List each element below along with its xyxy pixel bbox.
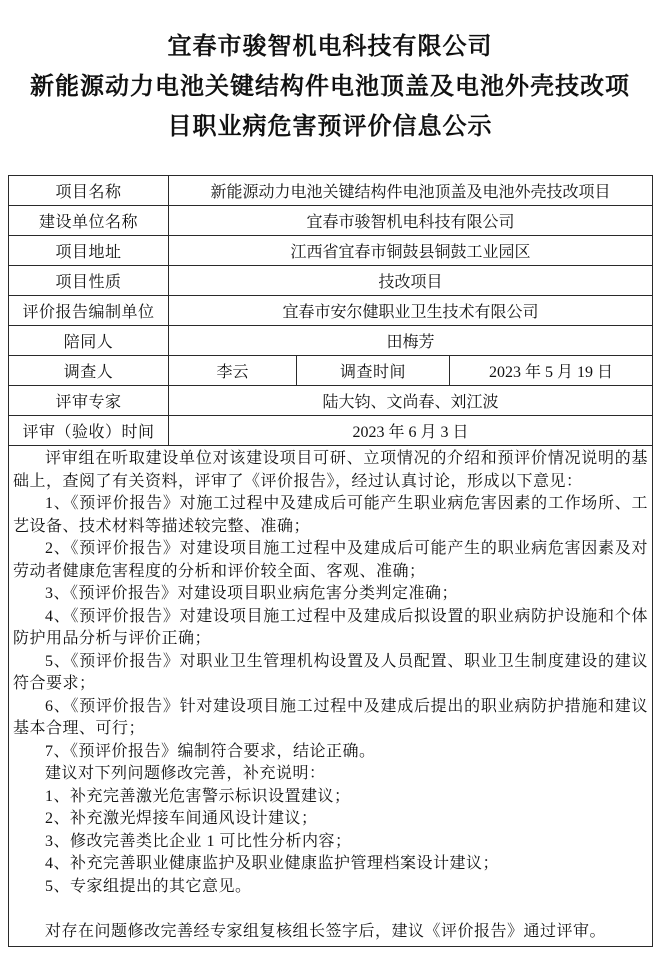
table-row-review-experts <box>9 386 653 416</box>
field-label: 陪同人 <box>9 326 169 356</box>
opinion-paragraph: 2、补充激光焊接车间通风设计建议； <box>45 810 318 827</box>
field-label: 评审（验收）时间 <box>9 416 169 446</box>
field-label: 项目名称 <box>9 176 169 206</box>
table-row-report-org <box>9 296 653 326</box>
field-label: 调查人 <box>9 356 169 386</box>
table-row-investigator <box>9 356 653 386</box>
title-project-line-2: 目职业病危害预评价信息公示 <box>167 114 493 140</box>
opinion-paragraph: 7、《预评价报告》编制符合要求，结论正确。 <box>45 742 376 760</box>
title-company-line: 宜春市骏智机电科技有限公司 <box>167 34 493 60</box>
table-row-review-opinion <box>9 446 653 947</box>
field-label: 项目地址 <box>9 236 169 266</box>
field-value: 技改项目 <box>169 266 653 296</box>
field-value: 新能源动力电池关键结构件电池顶盖及电池外壳技改项目 <box>169 176 653 206</box>
table-row-project-nature <box>9 266 653 296</box>
field-value: 宜春市安尔健职业卫生技术有限公司 <box>169 296 653 326</box>
document-title <box>16 27 644 147</box>
project-info-table <box>8 175 653 947</box>
field-value: 江西省宜春市铜鼓县铜鼓工业园区 <box>169 236 653 266</box>
field-label: 调查时间 <box>297 356 450 386</box>
opinion-paragraph: 3、修改完善类比企业 1 可比性分析内容； <box>45 832 352 850</box>
opinion-paragraph: 1、《预评价报告》对施工过程中及建成后可能产生职业病危害因素的工作场所、工艺设备、技术材料等描述较完整、准确； <box>13 495 649 535</box>
table-row-review-time <box>9 416 653 446</box>
field-label: 项目性质 <box>9 266 169 296</box>
field-value: 宜春市骏智机电科技有限公司 <box>169 206 653 236</box>
table-row-project-address <box>9 236 653 266</box>
opinion-paragraph: 2、《预评价报告》对建设项目施工过程中及建成后可能产生的职业病危害因素及对劳动者健康危害程度的分析和评价较全面、客观、准确； <box>13 540 649 580</box>
opinion-paragraph: 4、《预评价报告》对建设项目施工过程中及建成后拟设置的职业病防护设施和个体防护用品分析与评价正确； <box>13 607 649 647</box>
field-label: 评价报告编制单位 <box>9 296 169 326</box>
field-value: 2023 年 5 月 19 日 <box>450 356 653 386</box>
field-value: 2023 年 6 月 3 日 <box>169 416 653 446</box>
opinion-paragraph: 1、补充完善激光危害警示标识设置建议； <box>45 787 351 805</box>
opinion-closing-paragraph: 对存在问题修改完善经专家组复核组长签字后，建议《评价报告》通过评审。 <box>45 923 607 940</box>
table-row-company-name <box>9 206 653 236</box>
review-opinion-cell <box>9 446 653 947</box>
table-row-accompanying-person <box>9 326 653 356</box>
field-label: 建设单位名称 <box>9 206 169 236</box>
field-value: 田梅芳 <box>169 326 653 356</box>
opinion-paragraph: 5、专家组提出的其它意见。 <box>45 877 252 895</box>
opinion-paragraph: 4、补充完善职业健康监护及职业健康监护管理档案设计建议； <box>45 855 500 872</box>
table-row-project-name <box>9 176 653 206</box>
field-value: 李云 <box>169 356 297 386</box>
field-label: 评审专家 <box>9 386 169 416</box>
field-value: 陆大钧、文尚春、刘江波 <box>169 386 653 416</box>
opinion-paragraph: 5、《预评价报告》对职业卫生管理机构设置及人员配置、职业卫生制度建设的建议符合要求； <box>13 652 649 692</box>
title-project-line-1: 新能源动力电池关键结构件电池顶盖及电池外壳技改项 <box>30 74 630 100</box>
opinion-paragraph: 3、《预评价报告》对建设项目职业病危害分类判定准确； <box>45 585 459 602</box>
opinion-paragraph: 建议对下列问题修改完善，补充说明： <box>45 765 326 782</box>
opinion-paragraph: 评审组在听取建设单位对该建设项目可研、立项情况的介绍和预评价情况说明的基础上，查阅了有关资料，评审了《评价报告》，经过认真讨论，形成以下意见： <box>13 450 649 490</box>
opinion-paragraph: 6、《预评价报告》针对建设项目施工过程中及建成后提出的职业病防护措施和建议基本合理、可行； <box>13 697 649 737</box>
